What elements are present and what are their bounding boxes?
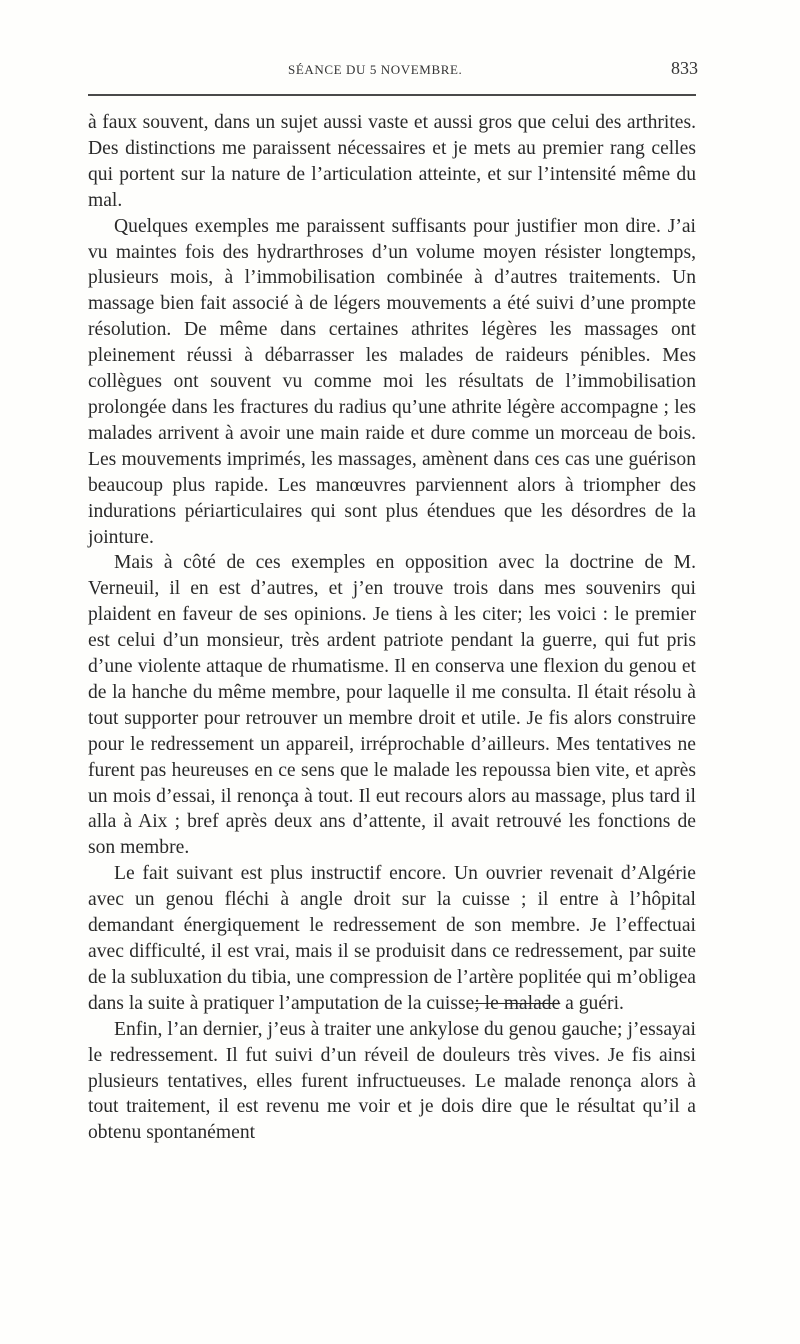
header-rule bbox=[88, 94, 696, 96]
paragraph-4-ending: a guéri. bbox=[560, 992, 624, 1014]
paragraph-4-text: Le fait suivant est plus instructif encore. Un ouvrier revenait d’Algérie avec un genou fléchi à angle droit sur la cuisse ; il entre à l’hôpital demandant énergiquement le redressement de son membre. Je l’effectuai avec difficulté, il est vrai, mais il se produisit dans ce redressement, par suite de la subluxation du tibia, une compression de l’artère poplitée qui m’obligea dans la suite à pratiquer l’amputation de la cuisse bbox=[88, 863, 696, 1014]
paragraph-1: à faux souvent, dans un sujet aussi vaste et aussi gros que celui des arthrites. Des distinctions me paraissent nécessaires et je mets au premier rang celles qui portent sur la nature de l’articulation atteinte, et sur l’intensité même du mal. bbox=[88, 112, 696, 211]
page-header bbox=[88, 56, 698, 86]
body-text bbox=[88, 110, 696, 1146]
page-number: 833 bbox=[671, 58, 698, 78]
paragraph-2: Quelques exemples me paraissent suffisants pour justifier mon dire. J’ai vu maintes fois des hydrarthroses d’un volume moyen résister longtemps, plusieurs mois, à l’immobilisation combinée à d’autres traitements. Un massage bien fait associé à de légers mouvements a été suivi d’une prompte résolution. De même dans certaines athrites légères les massages ont pleinement réussi à débarrasser les malades de raideurs pénibles. Mes collègues ont souvent vu comme moi les résultats de l’immobilisation prolongée dans les fractures du radius qu’une athrite légère accompagne ; les malades arrivent à avoir une main raide et dure comme un morceau de bois. Les mouvements imprimés, les massages, amènent dans ces cas une guérison beaucoup plus rapide. Les manœuvres parviennent alors à triompher des indurations périarticulaires qui sont plus étendues que les désordres de la jointure. bbox=[88, 215, 696, 548]
struck-text: ; le malade bbox=[474, 992, 561, 1014]
running-title: SÉANCE DU 5 NOVEMBRE. bbox=[288, 62, 463, 77]
paragraph-5: Enfin, l’an dernier, j’eus à traiter une ankylose du genou gauche; j’essayai le redressement. Il fut suivi d’un réveil de douleurs très vives. Je fis ainsi plusieurs tentatives, elles furent infructueuses. Le malade renonça alors à tout traitement, il est revenu me voir et je dois dire que le résultat qu’il a obtenu spontanément bbox=[88, 1018, 696, 1144]
paragraph-3: Mais à côté de ces exemples en opposition avec la doctrine de M. Verneuil, il en est d’autres, et j’en trouve trois dans mes souvenirs qui plaident en faveur de ses opinions. Je tiens à les citer; les voici : le premier est celui d’un monsieur, très ardent patriote pendant la guerre, qui fut pris d’une violente attaque de rhumatisme. Il en conserva une flexion du genou et de la hanche du même membre, pour laquelle il me consulta. Il était résolu à tout supporter pour retrouver un membre droit et utile. Je fis alors construire pour le redressement un appareil, irréprochable d’ailleurs. Mes tentatives ne furent pas heureuses en ce sens que le malade les repoussa bien vite, et après un mois d’essai, il renonça à tout. Il eut recours alors au massage, plus tard il alla à Aix ; bref après deux ans d’attente, il avait retrouvé les fonctions de son membre. bbox=[88, 552, 696, 859]
paragraph-4 bbox=[88, 861, 696, 1016]
